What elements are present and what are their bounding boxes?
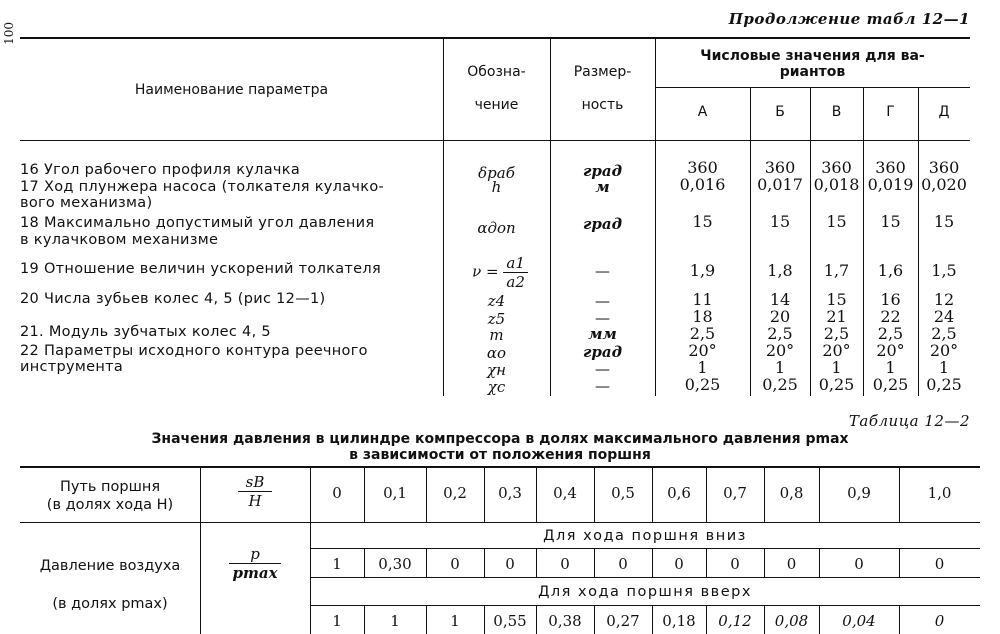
up-divider: [426, 606, 427, 634]
table2-caption: Таблица 12—2: [848, 412, 970, 430]
pos-divider: [899, 467, 900, 522]
header-values-2: риантов: [779, 64, 846, 80]
value-cell: 360: [764, 158, 796, 177]
value-cell: 2,5: [767, 324, 793, 343]
down-divider: [899, 549, 900, 577]
value-cell: 0,25: [872, 375, 909, 394]
table1-header-rule: [20, 140, 970, 141]
table1-caption: Продолжение табл 12—1: [728, 10, 970, 28]
value-cell: 20°: [765, 341, 795, 360]
unit-row22a: град: [582, 343, 623, 361]
value-cell: 1: [697, 358, 708, 377]
value-cell: 360: [928, 158, 960, 177]
value-cell: 21: [826, 307, 847, 326]
up-value-cell: 1: [450, 612, 460, 630]
down-divider: [426, 549, 427, 577]
unit-row18: град: [582, 215, 623, 233]
up-value-cell: 0,18: [662, 612, 696, 630]
value-cell: 0,25: [926, 375, 962, 394]
table1-top-rule: [20, 37, 970, 39]
value-cell: 1,8: [767, 261, 793, 280]
position-cell: 0,9: [847, 484, 871, 502]
down-value-cell: 0: [618, 555, 628, 573]
param-22: 22 Параметры исходного контура реечного: [20, 343, 368, 359]
value-cell: 15: [769, 212, 791, 231]
param-18-cont: в кулачковом механизме: [20, 232, 219, 248]
value-cell: 2,5: [931, 324, 957, 343]
value-cell: 20°: [688, 341, 717, 360]
position-cell: 1,0: [927, 484, 952, 502]
up-value-cell: 0,38: [548, 612, 582, 630]
up-value-cell: 0,04: [842, 612, 876, 630]
pos-divider: [484, 467, 485, 522]
symbol-h: h: [491, 178, 502, 196]
value-cell: 1: [831, 358, 842, 377]
param-17-cont: вого механизма): [20, 195, 153, 211]
down-header: Для хода поршня вниз: [543, 528, 747, 544]
value-cell: 2,5: [877, 324, 904, 343]
down-value-cell: 0: [786, 555, 797, 573]
up-value-cell: 1: [390, 612, 400, 630]
down-value-cell: 1: [332, 555, 342, 573]
value-cell: 360: [687, 158, 718, 177]
up-value-cell: 0,27: [606, 612, 640, 630]
param-19: 19 Отношение величин ускорений толкателя: [20, 261, 381, 277]
unit-row16: град: [582, 162, 623, 180]
variant-d: Д: [938, 104, 950, 120]
up-divider: [536, 606, 537, 634]
symbol-m: m: [489, 326, 504, 344]
pos-divider: [594, 467, 595, 522]
value-cell: 18: [692, 307, 713, 326]
table1-variant-rule: [655, 87, 970, 88]
position-cell: 0,2: [443, 484, 467, 502]
unit-row20a: —: [595, 292, 610, 310]
value-cell: 0,25: [818, 375, 855, 394]
unit-row20b: —: [595, 309, 610, 327]
up-divider: [706, 606, 707, 634]
value-cell: 1: [938, 358, 950, 377]
table2-rule: [310, 605, 980, 606]
up-divider: [819, 606, 820, 634]
position-cell: 0,4: [553, 484, 577, 502]
pressure-symbol: [200, 545, 310, 582]
value-cell: 0,017: [757, 175, 803, 194]
up-divider: [899, 606, 900, 634]
pos-divider: [426, 467, 427, 522]
position-cell: 0,6: [667, 484, 691, 502]
down-value-cell: 0: [730, 555, 740, 573]
path-fraction: [238, 473, 273, 510]
up-value-cell: 0,55: [493, 612, 527, 630]
down-divider: [364, 549, 365, 577]
variant-a: А: [697, 104, 708, 120]
up-value-cell: 1: [332, 612, 342, 630]
down-divider: [594, 549, 595, 577]
value-cell: 1,6: [877, 261, 904, 280]
header-unit-2: ность: [581, 97, 624, 113]
down-value-cell: 0: [674, 555, 684, 573]
value-cell: 15: [692, 212, 713, 231]
header-symbol-2: чение: [474, 97, 519, 113]
down-value-cell: 0: [854, 555, 864, 573]
position-cell: 0,8: [779, 484, 804, 502]
table2-rule: [20, 522, 980, 523]
symbol-alpha-o: αo: [486, 344, 507, 362]
position-cell: 0: [332, 484, 342, 502]
value-cell: 2,5: [689, 324, 716, 343]
param-21: 21. Модуль зубчатых колес 4, 5: [20, 324, 271, 340]
variant-v: В: [831, 104, 842, 120]
symbol-z4: z4: [487, 292, 506, 310]
symbol-accel-fraction: [503, 254, 528, 291]
unit-row17: м: [595, 178, 610, 196]
down-value-cell: 0: [934, 555, 945, 573]
position-cell: 0,1: [383, 484, 407, 502]
symbol-z5: z5: [487, 310, 506, 328]
value-cell: 0,018: [813, 175, 860, 194]
down-divider: [819, 549, 820, 577]
value-cell: 1: [774, 358, 786, 377]
down-divider: [764, 549, 765, 577]
value-cell: 0,020: [921, 175, 967, 194]
value-cell: 1: [885, 358, 896, 377]
path-symbol: [200, 473, 310, 510]
pos-divider: [536, 467, 537, 522]
value-cell: 1,5: [931, 261, 957, 280]
symbol-nu: ν =: [472, 262, 499, 281]
up-value-cell: 0,08: [774, 612, 809, 630]
value-cell: 15: [933, 212, 955, 231]
down-value-cell: 0,30: [378, 555, 412, 573]
pos-divider: [706, 467, 707, 522]
up-value-cell: 0,12: [718, 612, 752, 630]
pressure-fraction: [229, 545, 280, 582]
param-22-cont: инструмента: [20, 359, 124, 375]
table2-rule: [310, 548, 980, 549]
unit-row19: —: [595, 262, 610, 280]
unit-row22b: —: [595, 360, 610, 378]
value-cell: 16: [880, 290, 901, 309]
symbol-a1: a1: [503, 254, 528, 273]
down-divider: [484, 549, 485, 577]
param-17: 17 Ход плунжера насоса (толкателя кулачко-: [20, 179, 385, 195]
value-cell: 14: [769, 290, 791, 309]
symbol-a2: a2: [506, 273, 525, 291]
variant-b: Б: [775, 104, 785, 120]
symbol-delta: δраб: [478, 164, 515, 182]
pos-divider: [652, 467, 653, 522]
up-header: Для хода поршня вверх: [538, 584, 752, 600]
value-cell: 15: [880, 212, 901, 231]
param-18: 18 Максимально допустимый угол давления: [20, 215, 375, 231]
header-symbol-1: Обозна-: [467, 64, 526, 80]
up-divider: [484, 606, 485, 634]
value-cell: 20: [769, 307, 791, 326]
pressure-symbol-num: p: [229, 545, 280, 564]
path-label-1: Путь поршня: [59, 479, 161, 495]
symbol-nu-ratio: [450, 254, 550, 291]
path-label-2: (в долях хода H): [46, 497, 174, 513]
position-cell: 0,5: [611, 484, 635, 502]
up-divider: [364, 606, 365, 634]
header-values-1: Числовые значения для ва-: [700, 48, 925, 64]
value-cell: 1,9: [689, 261, 716, 280]
up-value-cell: 0: [934, 612, 945, 630]
value-cell: 0,016: [679, 175, 726, 194]
variant-g: Г: [886, 104, 895, 120]
value-cell: 2,5: [823, 324, 850, 343]
down-divider: [706, 549, 707, 577]
value-cell: 360: [821, 158, 852, 177]
table2-rule: [310, 577, 980, 578]
pressure-symbol-den: pmax: [232, 564, 278, 582]
pressure-label-2: (в долях pmax): [52, 596, 168, 612]
value-cell: 0,25: [762, 375, 798, 394]
header-param: Наименование параметра: [134, 82, 329, 98]
value-cell: 24: [933, 307, 955, 326]
down-value-cell: 0: [560, 555, 570, 573]
value-cell: 20°: [929, 341, 959, 360]
pos-divider: [819, 467, 820, 522]
unit-row21: мм: [588, 325, 617, 343]
down-divider: [536, 549, 537, 577]
value-cell: 0,019: [867, 175, 914, 194]
position-cell: 0,7: [723, 484, 747, 502]
value-cell: 0,25: [684, 375, 721, 394]
path-symbol-num: sB: [238, 473, 273, 492]
unit-row22c: —: [595, 377, 610, 395]
position-cell: 0,3: [498, 484, 522, 502]
symbol-chi-c: χc: [487, 378, 506, 396]
symbol-chi-n: χн: [487, 361, 506, 379]
symbol-alpha-dop: αдоп: [477, 219, 516, 237]
table2-title-2: в зависимости от положения поршня: [349, 447, 651, 463]
pos-divider: [364, 467, 365, 522]
pressure-label-1: Давление воздуха: [39, 558, 181, 574]
table2-title-1: Значения давления в цилиндре компрессора в долях максимального давления pmax: [151, 431, 849, 447]
value-cell: 12: [933, 290, 955, 309]
up-divider: [594, 606, 595, 634]
table2-top-rule: [20, 466, 980, 468]
param-16: 16 Угол рабочего профиля кулачка: [20, 162, 301, 178]
up-divider: [764, 606, 765, 634]
page-number: 100: [2, 22, 16, 45]
value-cell: 20°: [876, 341, 905, 360]
value-cell: 15: [826, 212, 847, 231]
param-20: 20 Числа зубьев колес 4, 5 (рис 12—1): [20, 291, 326, 307]
value-cell: 360: [875, 158, 906, 177]
value-cell: 20°: [822, 341, 851, 360]
down-divider: [652, 549, 653, 577]
down-value-cell: 0: [505, 555, 515, 573]
value-cell: 15: [826, 290, 847, 309]
path-symbol-den: H: [248, 492, 262, 510]
value-cell: 11: [692, 290, 713, 309]
up-divider: [652, 606, 653, 634]
value-cell: 1,7: [823, 261, 850, 280]
down-value-cell: 0: [450, 555, 460, 573]
value-cell: 22: [880, 307, 901, 326]
header-unit-1: Размер-: [573, 64, 632, 80]
pos-divider: [764, 467, 765, 522]
